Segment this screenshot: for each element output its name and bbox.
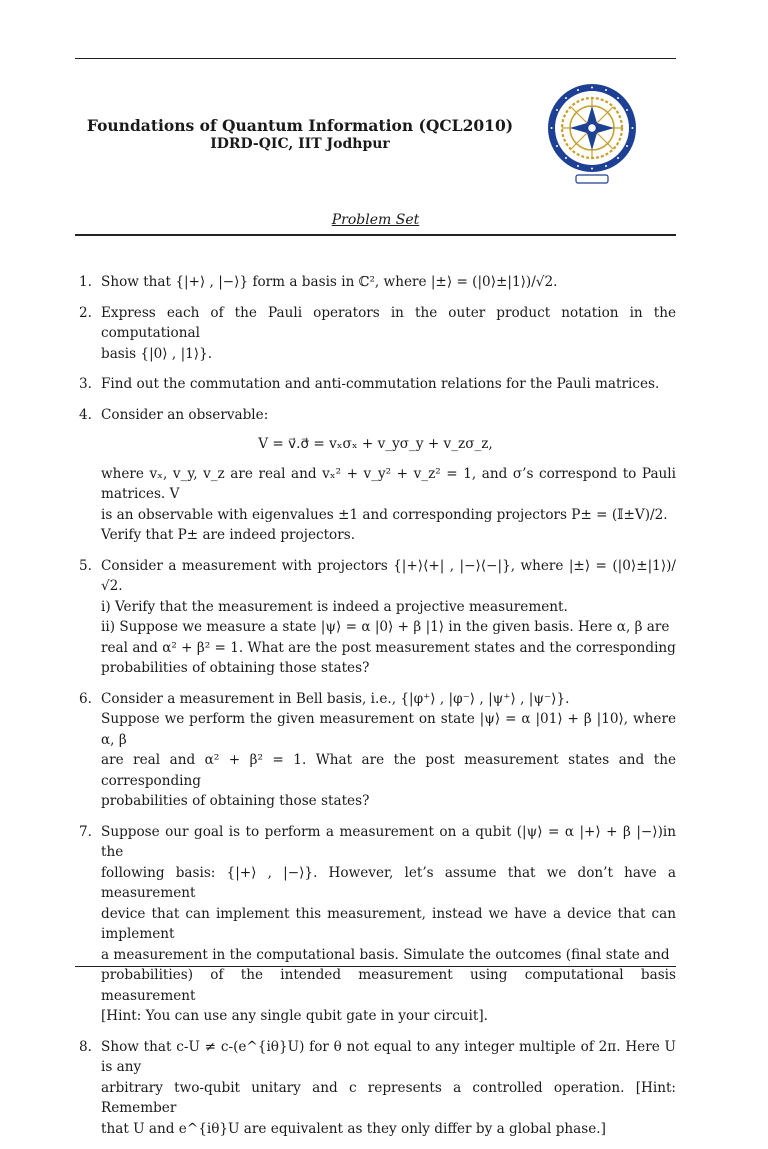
- problem-number: 4.: [79, 406, 92, 423]
- institute-name: IDRD-QIC, IIT Jodhpur: [210, 136, 390, 152]
- problem-text-line: following basis: {|+⟩ , |−⟩}. However, let’s assume that we don’t have a measurement: [101, 864, 676, 901]
- problem-item: [75, 822, 676, 1027]
- problem-text-line: real and α² + β² = 1. What are the post measurement states and the corresponding: [101, 639, 676, 656]
- problem-item: [75, 405, 676, 546]
- course-title: Foundations of Quantum Information (QCL2010): [86, 116, 514, 135]
- header-rule: [75, 234, 676, 236]
- problem-text-line: device that can implement this measurement, instead we have a device that can implement: [101, 905, 676, 942]
- problem-item: [75, 689, 676, 812]
- iit-jodhpur-seal-logo: [546, 82, 638, 186]
- problem-text-line: Find out the commutation and anti-commutation relations for the Pauli matrices.: [101, 376, 660, 392]
- problem-number: 6.: [79, 690, 92, 707]
- problem-text-line: basis {|0⟩ , |1⟩}.: [101, 345, 213, 362]
- problem-number: 8.: [79, 1038, 92, 1055]
- problem-item: [75, 374, 676, 395]
- problem-text-line: Suppose we perform the given measurement on state |ψ⟩ = α |01⟩ + β |10⟩, where α, β: [101, 711, 676, 748]
- problem-text-line: probabilities of obtaining those states?: [101, 793, 370, 809]
- problem-text-line: arbitrary two-qubit unitary and c represents a controlled operation. [Hint: Remember: [101, 1079, 676, 1116]
- problem-item: [75, 556, 676, 679]
- problem-text-line: ii) Suppose we measure a state |ψ⟩ = α |0⟩ + β |1⟩ in the given basis. Here α, β are: [101, 619, 670, 635]
- problem-item: [75, 272, 676, 293]
- problem-text-line: where vₓ, v_y, v_z are real and vₓ² + v_y² + v_z² = 1, and σ’s correspond to Pauli matrices. V: [101, 465, 676, 502]
- problem-text-line: Express each of the Pauli operators in the outer product notation in the computational: [101, 304, 676, 341]
- problem-text-line: [Hint: You can use any single qubit gate in your circuit].: [101, 1008, 488, 1024]
- display-equation: V = v⃗.σ⃗ = vₓσₓ + v_yσ_y + v_zσ_z,: [258, 436, 493, 452]
- problem-text-line: that U and e^{iθ}U are equivalent as they only differ by a global phase.]: [101, 1120, 606, 1137]
- problem-text-line: Suppose our goal is to perform a measurement on a qubit (|ψ⟩ = α |+⟩ + β |−⟩)in the: [101, 823, 676, 860]
- top-rule: [75, 58, 676, 59]
- problem-text-line: Show that c-U ≠ c-(e^{iθ}U) for θ not equal to any integer multiple of 2π. Here U is any: [101, 1038, 676, 1075]
- problem-set-heading: Problem Set: [331, 212, 420, 228]
- problem-text-line: is an observable with eigenvalues ±1 and corresponding projectors P± = (𝕀±V)/2.: [101, 506, 668, 523]
- problem-number: 7.: [79, 823, 92, 840]
- problem-number: 1.: [79, 274, 92, 290]
- problem-text-line: Verify that P± are indeed projectors.: [101, 527, 356, 543]
- problem-list: [75, 272, 676, 1149]
- problem-text-line: a measurement in the computational basis. Simulate the outcomes (final state and: [101, 946, 670, 963]
- problem-text-line: i) Verify that the measurement is indeed a projective measurement.: [101, 598, 568, 615]
- problem-text-line: are real and α² + β² = 1. What are the post measurement states and the corresponding: [101, 752, 676, 789]
- problem-text-line: Consider an observable:: [101, 406, 269, 423]
- problem-text-line: Consider a measurement with projectors {|+⟩⟨+| , |−⟩⟨−|}, where |±⟩ = (|0⟩±|1⟩)/√2.: [101, 557, 676, 594]
- problem-number: 2.: [79, 304, 92, 321]
- problem-item: [75, 303, 676, 365]
- bottom-rule: [75, 966, 676, 967]
- problem-text-line: Show that {|+⟩ , |−⟩} form a basis in ℂ², where |±⟩ = (|0⟩±|1⟩)/√2.: [101, 274, 558, 290]
- problem-text-line: probabilities) of the intended measurement using computational basis measurement: [101, 967, 676, 1004]
- problem-text-line: Consider a measurement in Bell basis, i.e., {|φ⁺⟩ , |φ⁻⟩ , |ψ⁺⟩ , |ψ⁻⟩}.: [101, 690, 570, 707]
- problem-text-line: probabilities of obtaining those states?: [101, 660, 370, 676]
- problem-number: 3.: [79, 376, 92, 392]
- problem-number: 5.: [79, 557, 92, 574]
- problem-item: [75, 1037, 676, 1140]
